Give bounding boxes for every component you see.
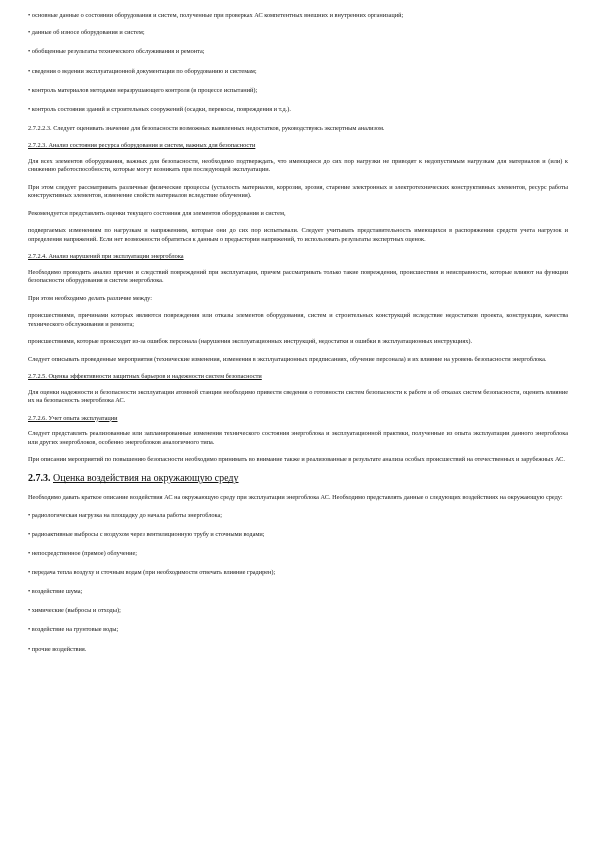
- paragraph: происшествиями, причинами которых являются повреждения или отказы элементов оборудования, систем и строительных конструкций вследствие недостатков проекта, конструкции, качества технического обслуживания и ремонта;: [28, 312, 568, 328]
- paragraph: Следует описывать проведенные мероприятия (технические изменения, изменения в эксплуатационных предписаниях, обучение персонала) и их влияние на уровень безопасности энергоблока.: [28, 355, 547, 363]
- section-heading: 2.7.2.6. Учет опыта эксплуатации: [28, 414, 118, 422]
- document-page: [28, 12, 568, 665]
- paragraph: • химические (выбросы и отходы);: [28, 607, 121, 615]
- paragraph: При этом следует рассматривать различные физические процессы (усталость материалов, коррозия, эрозия, старение электронных и электротехнических конструктивных элементов, ресурс работы конструктивных элементов, изменение свойств материалов вследствие облучения).: [28, 183, 568, 200]
- paragraph: • передача тепла воздуху и сточным водам (при необходимости отвечать влияние градирен);: [28, 569, 276, 577]
- paragraph: • контроль состояния зданий и строительных сооружений (осадки, перекосы, повреждения и т.д.).: [28, 105, 291, 113]
- paragraph: Необходимо проводить анализ причин и следствий повреждений при эксплуатации, причем рассматривать только такие повреждения, происшествия и неисправности, которые влияют на функции безопасности оборудования и систем энергоблока.: [28, 268, 568, 285]
- section-heading-major: [28, 473, 568, 485]
- paragraph: • воздействие шума;: [28, 588, 83, 596]
- paragraph: • прочие воздействия.: [28, 645, 87, 653]
- paragraph: Для всех элементов оборудования, важных для безопасности, необходимо подтверждать, что имеющиеся до сих пор нагрузки не приводят к недопустимым нагрузкам для материалов и (или) к снижению работоспособности, которые могут возникать при последующей эксплуатации.: [28, 157, 568, 174]
- section-heading: 2.7.2.4. Анализ нарушений при эксплуатации энергоблока: [28, 253, 184, 261]
- paragraph: • непосредственное (прямое) облучение;: [28, 550, 138, 558]
- paragraph: • воздействие на грунтовые воды;: [28, 626, 119, 634]
- section-title: Оценка воздействия на окружающую среду: [53, 473, 239, 485]
- section-heading: 2.7.2.5. Оценка эффективности защитных барьеров и надежности систем безопасности: [28, 372, 262, 380]
- paragraph: • радиоактивные выбросы с воздухом через вентиляционную трубу и сточными водами;: [28, 530, 265, 538]
- paragraph: Необходимо давать краткое описание воздействия АС на окружающую среду при эксплуатации энергоблока АС. Необходимо представлять данные о следующих воздействиях на окружающую среду:: [28, 494, 563, 502]
- paragraph: Для оценки надежности и безопасности эксплуатации атомной станции необходимо привести сведения о готовности систем безопасности к работе и об отказах систем безопасности, оценить влияние их на безопасность энергоблока АС.: [28, 388, 568, 405]
- paragraph: Следует представлять реализованные или запланированные изменения технического состояния энергоблока и эксплуатационной практики, полученные из опыта эксплуатации данного энергоблока или других энергоблоков, особенно энергоблоков аналогичного типа.: [28, 430, 568, 446]
- paragraph: Рекомендуется представлять оценки текущего состояния для элементов оборудования и систем,: [28, 209, 286, 217]
- section-number: 2.7.3.: [28, 473, 51, 485]
- paragraph: • данные об износе оборудования и систем;: [28, 29, 145, 37]
- paragraph: При этом необходимо делать различие между:: [28, 294, 153, 302]
- section-heading: 2.7.2.3. Анализ состояния ресурса оборудования и систем, важных для безопасности: [28, 142, 256, 150]
- paragraph: • обобщенные результаты технического обслуживания и ремонта;: [28, 48, 205, 56]
- paragraph: подвергаемых изменениям по нагрузкам и напряжениям, которые они до сих пор испытывали. Следует учитывать представительность имеющихся в распоряжении средств учета нагрузок и определения напряжений. Если нет возможности обратиться к данным о предыстории напряжений, то использовать результаты экспертных оценок.: [28, 227, 568, 243]
- paragraph: При описании мероприятий по повышению безопасности необходимо принимать во внимание также и реализованные в результате анализа особых происшествий на отечественных и зарубежных АС.: [28, 456, 565, 464]
- paragraph: • сведения о ведении эксплуатационной документации по оборудованию и системам;: [28, 67, 257, 75]
- paragraph: происшествиями, которые происходят из-за ошибок персонала (нарушения эксплуатационных инструкций, недостатки и ошибки в эксплуатационных инструкциях).: [28, 338, 473, 346]
- paragraph: • контроль материалов методами неразрушающего контроля (в процессе испытаний);: [28, 86, 258, 94]
- paragraph: • основные данные о состоянии оборудования и систем, полученные при проверках АС компетентных внешних и внутренних организаций;: [28, 12, 404, 19]
- paragraph: • радиологическая нагрузка на площадку до начала работы энергоблока;: [28, 511, 223, 519]
- paragraph: 2.7.2.2.3. Следует оценивать значение для безопасности возможных выявленных недостатков, руководствуясь экспертным анализом.: [28, 124, 385, 132]
